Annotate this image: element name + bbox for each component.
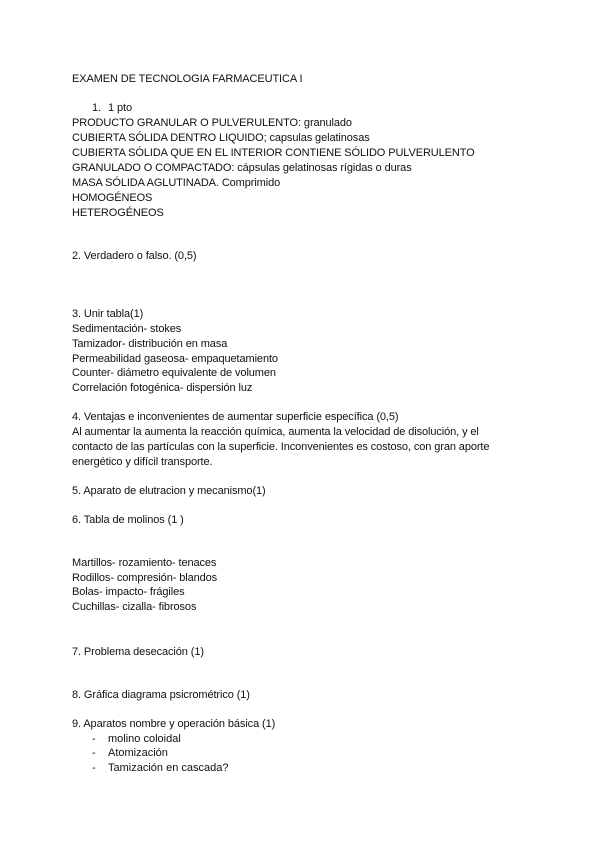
q3-line: Counter- diámetro equivalente de volumen <box>72 367 276 379</box>
exam-title: EXAMEN DE TECNOLOGIA FARMACEUTICA I <box>72 73 303 85</box>
q3-line: Correlación fotogénica- dispersión luz <box>72 382 253 394</box>
q9-item: Atomización <box>108 747 168 759</box>
q2-heading: 2. Verdadero o falso. (0,5) <box>72 250 197 262</box>
bullet-dash: - <box>92 733 96 745</box>
q9-item: molino coloidal <box>108 733 181 745</box>
q1-line: HOMOGÉNEOS <box>72 192 153 204</box>
q3-line: Tamizador- distribución en masa <box>72 338 228 350</box>
q1-number: 1. <box>92 102 102 114</box>
q8-heading: 8. Gráfica diagrama psicrométrico (1) <box>72 689 250 701</box>
q6-heading: 6. Tabla de molinos (1 ) <box>72 514 184 526</box>
q7-heading: 7. Problema desecación (1) <box>72 646 204 658</box>
q1-line: MASA SÓLIDA AGLUTINADA. Comprimido <box>72 177 281 189</box>
q6-line: Martillos- rozamiento- tenaces <box>72 557 217 569</box>
q4-line: energético y difícil transporte. <box>72 456 213 468</box>
bullet-dash: - <box>92 747 96 759</box>
q6-line: Rodillos- compresión- blandos <box>72 572 218 584</box>
q1-line: HETEROGÉNEOS <box>72 207 164 219</box>
q4-line: contacto de las partículas con la superficie. Inconvenientes es costoso, con gran aporte <box>72 441 490 453</box>
q1-points: 1 pto <box>108 102 132 114</box>
q9-heading: 9. Aparatos nombre y operación básica (1) <box>72 718 276 730</box>
q3-line: Permeabilidad gaseosa- empaquetamiento <box>72 353 278 365</box>
q1-line: GRANULADO O COMPACTADO: cápsulas gelatinosas rígidas o duras <box>72 162 412 174</box>
q4-heading: 4. Ventajas e inconvenientes de aumentar superficie específica (0,5) <box>72 411 399 423</box>
q3-line: Sedimentación- stokes <box>72 323 182 335</box>
q1-line: CUBIERTA SÓLIDA DENTRO LIQUIDO; capsulas gelatinosas <box>72 132 370 144</box>
q6-line: Bolas- impacto- frágiles <box>72 586 185 598</box>
bullet-dash: - <box>92 762 96 774</box>
q5-heading: 5. Aparato de elutracion y mecanismo(1) <box>72 485 266 497</box>
q3-heading: 3. Unir tabla(1) <box>72 308 144 320</box>
q4-line: Al aumentar la aumenta la reacción química, aumenta la velocidad de disolución, y el <box>72 426 479 438</box>
q6-line: Cuchillas- cizalla- fibrosos <box>72 601 197 613</box>
q1-line: PRODUCTO GRANULAR O PULVERULENTO: granulado <box>72 117 352 129</box>
q9-item: Tamización en cascada? <box>108 762 229 774</box>
q1-line: CUBIERTA SÓLIDA QUE EN EL INTERIOR CONTIENE SÓLIDO PULVERULENTO <box>72 147 475 159</box>
